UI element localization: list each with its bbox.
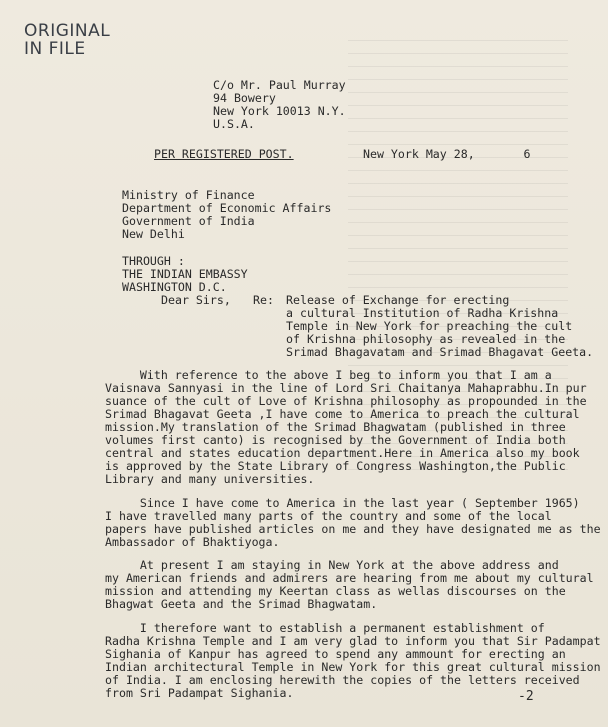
body-line: of India. I am enclosing herewith the copies of the letters received bbox=[105, 673, 580, 687]
subject-line: Temple in New York for preaching the cult bbox=[286, 319, 573, 333]
stamp-line: ORIGINAL bbox=[24, 21, 111, 41]
body-line: I have travelled many parts of the country and some of the local bbox=[105, 509, 552, 523]
registered-post-label: PER REGISTERED POST. bbox=[154, 147, 294, 161]
body-line: With reference to the above I beg to inform you that I am a bbox=[105, 368, 552, 382]
through-line: WASHINGTON D.C. bbox=[122, 280, 227, 294]
body-line: is approved by the State Library of Congress Washington,the Public bbox=[105, 459, 566, 473]
body-line: from Sri Padampat Sighania. bbox=[105, 686, 294, 700]
body-line: mission.My translation of the Srimad Bhagwatam (published in three bbox=[105, 420, 566, 434]
body-line: central and states education department.Here in America also my book bbox=[105, 446, 580, 460]
body-line: Srimad Bhagavat Geeta ,I have come to America to preach the cultural bbox=[105, 407, 580, 421]
body-line: mission and attending my Keertan class as wellas discourses on the bbox=[105, 584, 566, 598]
through-line: THROUGH : bbox=[122, 254, 185, 268]
subject-line: a cultural Institution of Radha Krishna bbox=[286, 306, 559, 320]
original-in-file-stamp bbox=[24, 22, 110, 58]
body-line: suance of the cult of Love of Krishna philosophy as propounded in the bbox=[105, 394, 587, 408]
address-line: U.S.A. bbox=[213, 117, 255, 131]
recipient-line: New Delhi bbox=[122, 227, 185, 241]
address-line: C/o Mr. Paul Murray bbox=[213, 78, 346, 92]
body-line: Sighania of Kanpur has agreed to spend any ammount for erecting an bbox=[105, 647, 566, 661]
recipient-line: Ministry of Finance bbox=[122, 188, 255, 202]
address-line: New York 10013 N.Y. bbox=[213, 104, 346, 118]
body-line: Library and many universities. bbox=[105, 472, 315, 486]
page-number: -2 bbox=[518, 689, 534, 704]
body-line: I therefore want to establish a permanent establishment of bbox=[105, 621, 545, 635]
subject-line: of Krishna philosophy as revealed in the bbox=[286, 332, 566, 346]
body-line: Radha Krishna Temple and I am very glad to inform you that Sir Padampat bbox=[105, 634, 601, 648]
body-line: papers have published articles on me and they have designated me as the bbox=[105, 522, 601, 536]
body-line: Vaisnava Sannyasi in the line of Lord Sri Chaitanya Mahaprabhu.In pur bbox=[105, 381, 587, 395]
recipient-line: Government of India bbox=[122, 214, 255, 228]
subject-line: Srimad Bhagavatam and Srimad Bhagavat Geeta. bbox=[286, 345, 594, 359]
recipient-line: Department of Economic Affairs bbox=[122, 201, 332, 215]
subject-line: Release of Exchange for erecting bbox=[286, 293, 510, 307]
address-line: 94 Bowery bbox=[213, 91, 276, 105]
body-line: Indian architectural Temple in New York for this great cultural mission bbox=[105, 660, 601, 674]
through-line: THE INDIAN EMBASSY bbox=[122, 267, 248, 281]
body-line: my American friends and admirers are hearing from me about my cultural bbox=[105, 571, 594, 585]
body-line: volumes first canto) is recognised by the Government of India both bbox=[105, 433, 566, 447]
dateline: New York May 28, 6 bbox=[363, 147, 531, 161]
salutation: Dear Sirs, bbox=[161, 293, 231, 307]
body-line: Bhagwat Geeta and the Srimad Bhagwatam. bbox=[105, 597, 378, 611]
re-label: Re: bbox=[253, 293, 274, 307]
stamp-line: IN FILE bbox=[24, 39, 86, 59]
body-line: At present I am staying in New York at the above address and bbox=[105, 558, 559, 572]
body-line: Since I have come to America in the last year ( September 1965) bbox=[105, 496, 580, 510]
body-line: Ambassador of Bhaktiyoga. bbox=[105, 535, 280, 549]
